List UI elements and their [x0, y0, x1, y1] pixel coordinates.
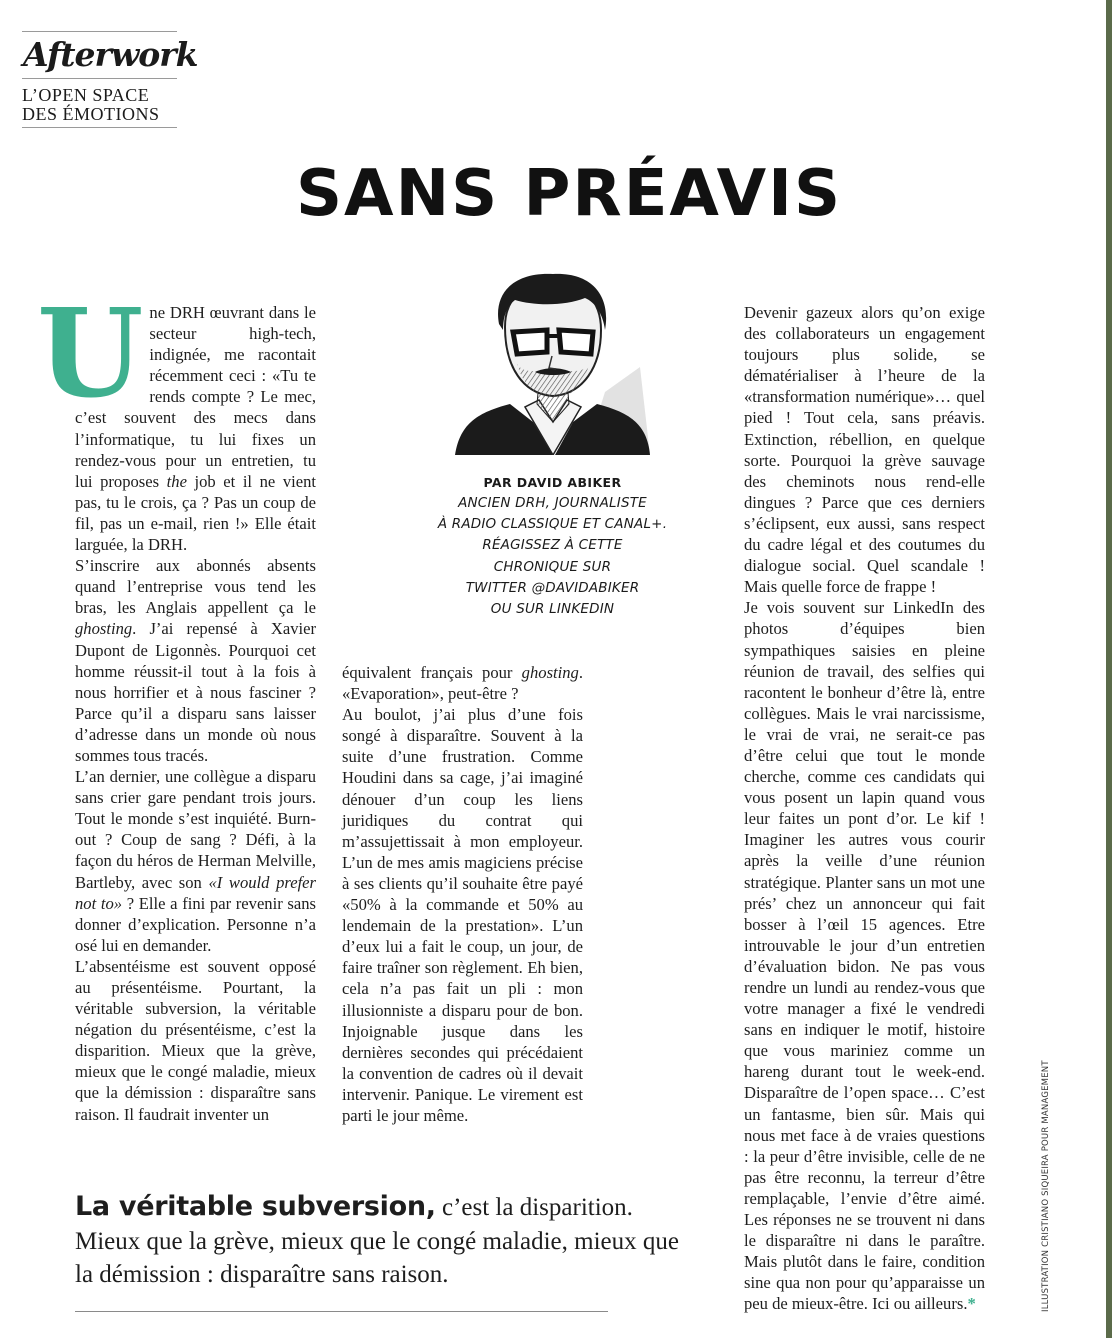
- pull-quote: [75, 1190, 695, 1292]
- paragraph: Au boulot, j’ai plus d’une fois songé à disparaître. Souvent à la suite d’une frustration. Comme Houdini dans sa cage, j’ai imaginé dénouer d’un coup les liens juridiques du contrat qui m’assujettissait à mon employeur. L’un de mes amis magiciens précise à ses clients qu’il souhaite être payé «50% à la commande et 50% au lendemain de la prestation». L’un d’eux lui a fait le coup, un jour, de faire traîner son règlement. Eh bien, cela n’a pas fait un pli : mon illusionniste a disparu pour de bon. Injoignable jusque dans les dernières secondes qui précédaient la convention de cadres où il devait intervenir. Panique. Le virement est parti le jour même.: [342, 705, 583, 1125]
- rubric-bottom-rule: [22, 127, 177, 128]
- paragraph: Devenir gazeux alors qu’on exige des collaborateurs un engagement toujours plus solide, se dématérialiser à l’heure de la «transformation numérique»… quel pied ! Tout cela, sans préavis. Extinction, rébellion, en quelque sorte. Pourquoi la grève sauvage des cheminots nous rend-elle dingues ? Parce que ces derniers s’éclipsent, eux aussi, sans respect du cadre légal et des coutumes du dialogue social. Quel scandale ! Mais quelle force de frappe !: [744, 303, 985, 597]
- paragraph: ne DRH œuvrant dans le secteur high-tech, indignée, me racontait récemment ceci : «Tu te rends compte ? Le mec, c’est souvent des mecs dans l’informatique, tu lui fixes un rendez-vous pour un entretien, tu lui proposes the job et il ne vient pas, tu le crois, ça ? Pas un coup de fil, pas un e-mail, rien !» Elle était larguée, la DRH.: [75, 303, 317, 555]
- portrait-illustration-icon: [455, 272, 650, 455]
- headline: SANS PRÉAVIS: [295, 157, 843, 231]
- bio-line: RÉAGISSEZ À CETTE: [482, 537, 623, 554]
- rubric: [22, 31, 198, 128]
- pull-quote-lead: La véritable subversion,: [75, 1191, 436, 1222]
- paragraph: L’an dernier, une collègue a disparu sans crier gare pendant trois jours. Tout le monde s’est inquiété. Burn-out ? Coup de sang ? Défi, à la façon du héros de Herman Melville, Bartleby, avec son «I would prefer not to» ? Elle a fini par revenir sans donner d’explication. Personne n’a osé lui en demander.: [75, 767, 316, 955]
- rubric-subtitle: [22, 79, 177, 127]
- rubric-subtitle-line2: DES ÉMOTIONS: [22, 104, 160, 124]
- bio-line-linkedin: OU SUR LINKEDIN: [490, 601, 615, 618]
- bio-line: ANCIEN DRH, JOURNALISTE: [458, 495, 647, 511]
- paragraph: S’inscrire aux abonnés absents quand l’entreprise vous tend les bras, les Anglais appellent ça le ghosting. J’ai repensé à Xavier Dupont de Ligonnès. Pourquoi cet homme réussit-il tout à la fois à nous horrifier et à nous fasciner ? Parce qu’il a disparu sans laisser d’adresse dans un monde où nous sommes tous tracés.: [75, 556, 316, 765]
- dropcap: U: [37, 281, 144, 425]
- bio-line: CHRONIQUE SUR: [493, 558, 612, 575]
- column-2: [342, 662, 583, 1126]
- pull-quote-text: c’est la disparition. Mieux que la grève, mieux que le congé maladie, mieux que la démission : disparaître sans raison.: [75, 1194, 679, 1288]
- rubric-subtitle-line1: L’OPEN SPACE: [22, 85, 150, 105]
- paragraph: L’absentéisme est souvent opposé au présentéisme. Pourtant, la véritable subversion, la véritable négation du présentéisme, c’est la disparition. Mieux que la grève, mieux que le congé maladie, mieux que la démission : disparaître sans raison. Il faudrait inventer un: [75, 956, 316, 1124]
- byline: [425, 473, 680, 620]
- column-3: [744, 302, 985, 1315]
- column-1: [37, 281, 317, 1125]
- paragraph: équivalent français pour ghosting. «Evaporation», peut-être ?: [342, 663, 583, 704]
- paragraph: Je vois souvent sur LinkedIn des photos d’équipes bien sympathiques saisies en pleine réunion de travail, des selfies qui racontent le bonheur d’être là, entre collègues. Mais le vrai narcissisme, le vrai de vrai, ne serait-ce pas d’être celui que tout le monde cherche, comme ces candidats qui vous posent un lapin quand vous leur faites un pont d’or. Le kif ! Imaginer les autres vous courir après la veille d’une réunion stratégique. Planter sans un mot une prés’ chez un annonceur qui fait bosser à l’œil 15 agences. Etre introuvable le jour d’un entretien d’évaluation bidon. Ne pas vous rendre un lundi au rendez-vous que votre manager a fixé le vendredi sans en indiquer le motif, histoire que vous mariniez comme un hareng durant tout le week-end. Disparaître de l’open space… C’est un fantasme, bien sûr. Mais qui nous met face à de vraies questions : la peur d’être invisible, celle de ne pas être reconnu, la terreur d’être remplaçable, l’envie d’être aimé. Les réponses ne se trouvent ni dans le disparaître ni dans le paraître. Mais plutôt dans le faire, condition sine qua non pour qu’apparaisse un peu de mieux-être. Ici ou ailleurs.*: [744, 598, 985, 1314]
- pull-quote-rule: [75, 1311, 608, 1312]
- rubric-title: Afterwork: [23, 35, 198, 74]
- byline-author: PAR DAVID ABIKER: [483, 475, 622, 490]
- bio-line: À RADIO CLASSIQUE ET CANAL+.: [437, 516, 668, 533]
- end-mark-icon: *: [967, 1294, 976, 1314]
- byline-bio: [425, 493, 680, 620]
- bio-line-twitter[interactable]: TWITTER @DAVIDABIKER: [465, 579, 640, 596]
- illustration-credit: ILLUSTRATION CRISTIANO SIQUEIRA POUR MANAGEMENT: [1041, 1060, 1051, 1312]
